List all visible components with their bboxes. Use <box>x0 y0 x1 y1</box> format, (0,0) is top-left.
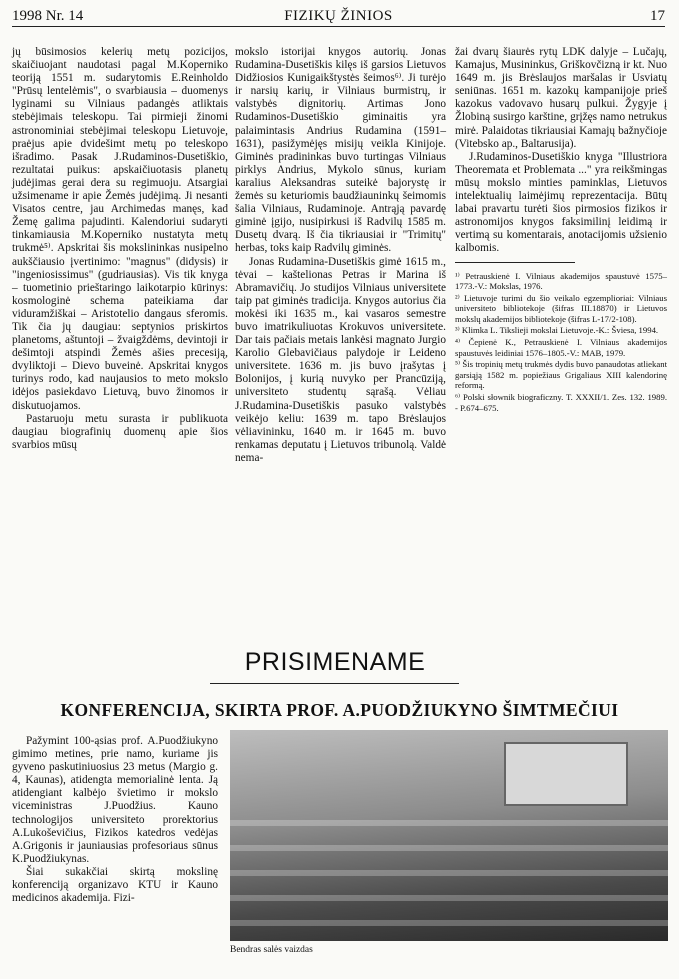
conference-hall-photo <box>230 730 668 941</box>
paragraph: Šiai sukakčiai skirtą mokslinę konferenciją organizavo KTU ir Kauno medicinos akademija. Fizi- <box>12 865 218 905</box>
page-header <box>12 6 665 27</box>
seat-row <box>230 845 668 851</box>
seat-row <box>230 895 668 901</box>
section-rule <box>210 683 459 684</box>
section-title: PRISIMENAME <box>244 648 426 676</box>
paragraph: Pažymint 100-ąsias prof. A.Puodžiukyno gimimo metines, prie namo, kuriame jis gyveno paskutiniuosius 23 metus (Margio g. 4, Kaunas), atidengta memorialinė lenta. Ją atidengiant kalbėjo švietimo ir mokslo viceministras J.Puodžius. Kauno technologijos universiteto prorektorius A.Lukoševičius, Fizikos katedros vedėjas A.Grigonis ir jauniausias profesoriaus sūnus K.Puodžiukynas. <box>12 735 218 865</box>
footnote: ¹⁾ Petrauskienė I. Vilniaus akademijos spaustuvė 1575–1773.-V.: Mokslas, 1976. <box>455 270 667 292</box>
section-banner <box>240 648 430 684</box>
page-number: 17 <box>650 8 665 24</box>
seat-row <box>230 820 668 826</box>
paragraph: J.Rudaminos-Dusetiškio knyga "Illustriora Theoremata et Problemata ..." yra reikšmingas mūsų mokslo minties paminklas, Lietuvos intelektualių laimėjimų reprezentacija. Būtų labai pravartu turėti šios pirmosios fizikos ir astronomijos knygos faksimilinį leidimą ir vertimą su komentarais, anotacijomis užsienio kalbomis. <box>455 150 667 255</box>
paragraph: Pastaruoju metu surasta ir publikuota daugiau biografinių duomenų apie šios svarbios mūsų <box>12 412 228 451</box>
journal-title: FIZIKŲ ŽINIOS <box>284 8 393 24</box>
column-3 <box>455 46 667 414</box>
projection-screen <box>504 742 628 806</box>
seat-row <box>230 870 668 876</box>
article-headline: KONFERENCIJA, SKIRTA PROF. A.PUODŽIUKYNO ŠIMTMEČIUI <box>60 700 619 720</box>
footnote: ⁴⁾ Čepienė K., Petrauskienė I. Vilniaus akademijos spaustuvės leidiniai 1576–1805.-V.: MAB, 1979. <box>455 337 667 358</box>
footnote: ²⁾ Lietuvoje turimi du šio veikalo egzemplioriai: Vilniaus universiteto bibliotekoje (šifras III.18870) ir Lietuvos mokslų akademijos bibliotekoje (šifras L-17/2-108). <box>455 292 667 324</box>
footnote-rule <box>455 262 575 263</box>
article-body <box>12 735 218 905</box>
paragraph: mokslo istorijai knygos autorių. Jonas Rudamina-Dusetiškis kilęs iš garsios Lietuvos Didžiosios Kunigaikštystės šeimos⁶⁾. Ji turėjo ir narsių karių, ir Vilniaus burmistrų, ir valstybės dignitorių. Artimas Jono Rudaminos-Dusetiškio giminaitis yra palaimintasis Andrius Rudamina (1591–1631), pasižymėjęs misijų veikla Kinijoje. Giminės pradininkas buvo turtingas Vilniaus pirklys Andrius, Mykolo sūnus, kuriam karalius Aleksandras suteikė bajorystę ir žemės su keturiomis baudžiauninkų šeimomis šalia Vilniaus, Rudaminoje. Antrąją pavardę giminė įgijo, nusipirkusi iš Radvilų 1585 m. Dusetų dvarą. Iš čia tikriausiai ir "Trimitų" herbas, toks kaip Radvilų giminės. <box>235 46 446 255</box>
photo-caption: Bendras salės vaizdas <box>230 945 313 955</box>
paragraph: jų būsimosios kelerių metų pozicijos, skaičiuojant naudotasi pagal M.Koperniko teoriją 1551 m. sudarytomis E.Reinholdo "Prūsų lentelėmis", o svarbiausia – duomenys lyginami su Vilniaus padangės atliktais stebėjimais teleskopu. Tai pirmieji žinomi astronominiai stebėjimai teleskopu Lietuvoje, praėjus apie dvidešimt metų po teleskopo išradimo. Pasak J.Rudaminos-Dusetiškio, rezultatai puikus: apskaičiuotasis planetų judėjimas gerai dera su regimuoju. Atsargiai užsimename ir apie Žemės judėjimą. Ji nesanti Visatos centre, jau Archimedas manęs, kad Žemę galima pajudinti. Kalendoriui sudaryti tinkamiausia M.Koperniko nustatyta metų trukmė⁵⁾. Apskritai šis mokslininkas nusipelno aukščiausio įvertinimo: "magnus" (didysis) ir "ingeniosissimus" (gudriausias). Vis tik knyga – tuometinio prieštaringo laikotarpio kūrinys: kosmologinė schema pateikiama dar viduramžiškai – Aristotelio dangaus sferomis. Tik čia jų daugiau: septynios priskirtos planetoms, aštuntoji – žvaigždėms, devintoji ir dešimtoji atspindi Žemės ašies precesiją, dvyliktoji – Dievo buveinė. Apskritai knygos turinys rodo, kad naujausios to meto mokslo idėjos pasiekdavo Lietuvą, buvo žinomos ir diskutuojamos. <box>12 46 228 412</box>
seat-row <box>230 920 668 926</box>
column-1 <box>12 46 228 452</box>
paragraph: žai dvarų šiaurės rytų LDK dalyje – Lučajų, Kamajus, Musininkus, Griškovčizną ir kt. Nuo 1649 m. jis Brėslaujos maršalas ir Usviatų seniūnas. 1651 m. kazokų kampanijoje prieš kazokus vadovavo husarų pulkui. Žygyje į Žlobiną susirgo karštine, grįžęs namo netrukus mirė. Palaidotas tikriausiai Kamajų bažnyčioje (Vitebsko ap., Baltarusija). <box>455 46 667 150</box>
footnote: ³⁾ Klimka L. Tiksliejі mokslai Lietuvoje.-K.: Šviesa, 1994. <box>455 325 659 336</box>
column-2 <box>235 46 446 465</box>
paragraph: Jonas Rudamina-Dusetiškis gimė 1615 m., tėvai – kaštelionas Petras ir Marina iš Abramavičių. Jo studijos Vilniaus universitete taip pat giminės tradicija. Knygos autorius čia mokėsi iki 1635 m., kai vasaros semestre buvo imatrikuliuotas Krokuvos universitete. Dar tais pačiais metais lankėsi magnato Jurgio Karolio Glebavičiaus palydoje ir Leideno universitete. 1636 m. jis buvo įrašytas į Bolonijos, į kurią nuvyko per Prancūziją, universiteto studentų sąrašą. Vėliau J.Rudamina-Dusetiškis pasuko valstybės veikėjo keliu: 1639 m. tapo Brėslaujos vėliavininku, 1640 m. ir 1645 m. buvo renkamas deputatu į Lietuvos tribunolą. Valdė nema- <box>235 255 446 464</box>
issue-label: 1998 Nr. 14 <box>12 8 84 24</box>
footnotes <box>455 271 667 414</box>
footnote: ⁵⁾ Šis tropinių metų trukmės dydis buvo panaudotas atliekant garsiąją 1582 m. popiežiaus Grigaliaus XIII kalendorinę reformą. <box>455 359 667 391</box>
footnote: ⁶⁾ Polski słownik biograficzny. T. XXXII/1. Zes. 132. 1989. - P.674–675. <box>455 392 667 413</box>
